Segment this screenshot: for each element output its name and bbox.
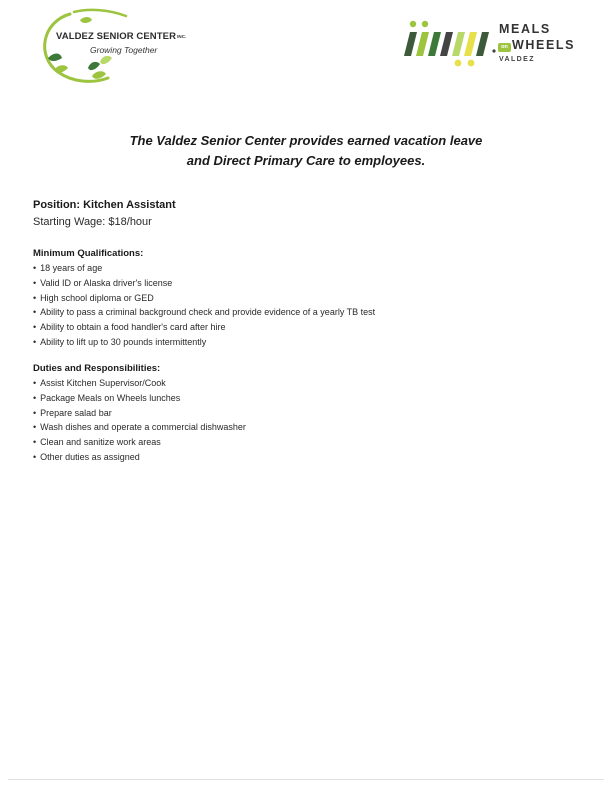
logo-word-valdez: VALDEZ — [499, 56, 535, 63]
benefits-headline — [60, 131, 552, 171]
qualifications-section — [33, 248, 573, 350]
starting-wage: Starting Wage: $18/hour — [33, 216, 152, 228]
senior-center-name: VALDEZ SENIOR CENTERINC. — [56, 31, 187, 42]
logo-word-wheels: WHEELS — [512, 38, 576, 52]
list-item: • Package Meals on Wheels lunches — [33, 391, 573, 406]
logo-word-meals: MEALS — [499, 22, 551, 36]
logo-word-on: on — [498, 43, 511, 52]
list-item: • 18 years of age — [33, 261, 573, 276]
list-item: • Clean and sanitize work areas — [33, 435, 573, 450]
page-bottom-rule — [8, 779, 604, 780]
headline-line-1: The Valdez Senior Center provides earned vacation leave — [129, 133, 483, 148]
list-item: • Assist Kitchen Supervisor/Cook — [33, 376, 573, 391]
senior-center-tagline: Growing Together — [90, 45, 158, 55]
list-item: • Ability to lift up to 30 pounds intermittently — [33, 335, 573, 350]
duties-heading: Duties and Responsibilities: — [33, 363, 161, 374]
qualifications-heading: Minimum Qualifications: — [33, 248, 144, 259]
duties-list — [33, 376, 573, 465]
meals-on-wheels-people-icon — [396, 18, 496, 70]
list-item: • Other duties as assigned — [33, 450, 573, 465]
list-item: • Ability to obtain a food handler's card after hire — [33, 320, 573, 335]
headline-line-2: and Direct Primary Care to employees. — [186, 153, 426, 168]
list-item: • Valid ID or Alaska driver's license — [33, 276, 573, 291]
valdez-senior-center-logo — [30, 8, 220, 90]
qualifications-list — [33, 261, 573, 350]
list-item: • High school diploma or GED — [33, 291, 573, 306]
list-item: • Wash dishes and operate a commercial dishwasher — [33, 420, 573, 435]
list-item: • Ability to pass a criminal background check and provide evidence of a yearly TB test — [33, 305, 573, 320]
list-item: • Prepare salad bar — [33, 406, 573, 421]
position-title: Position: Kitchen Assistant — [33, 199, 176, 211]
meals-on-wheels-logo — [396, 18, 586, 70]
duties-section — [33, 363, 573, 465]
